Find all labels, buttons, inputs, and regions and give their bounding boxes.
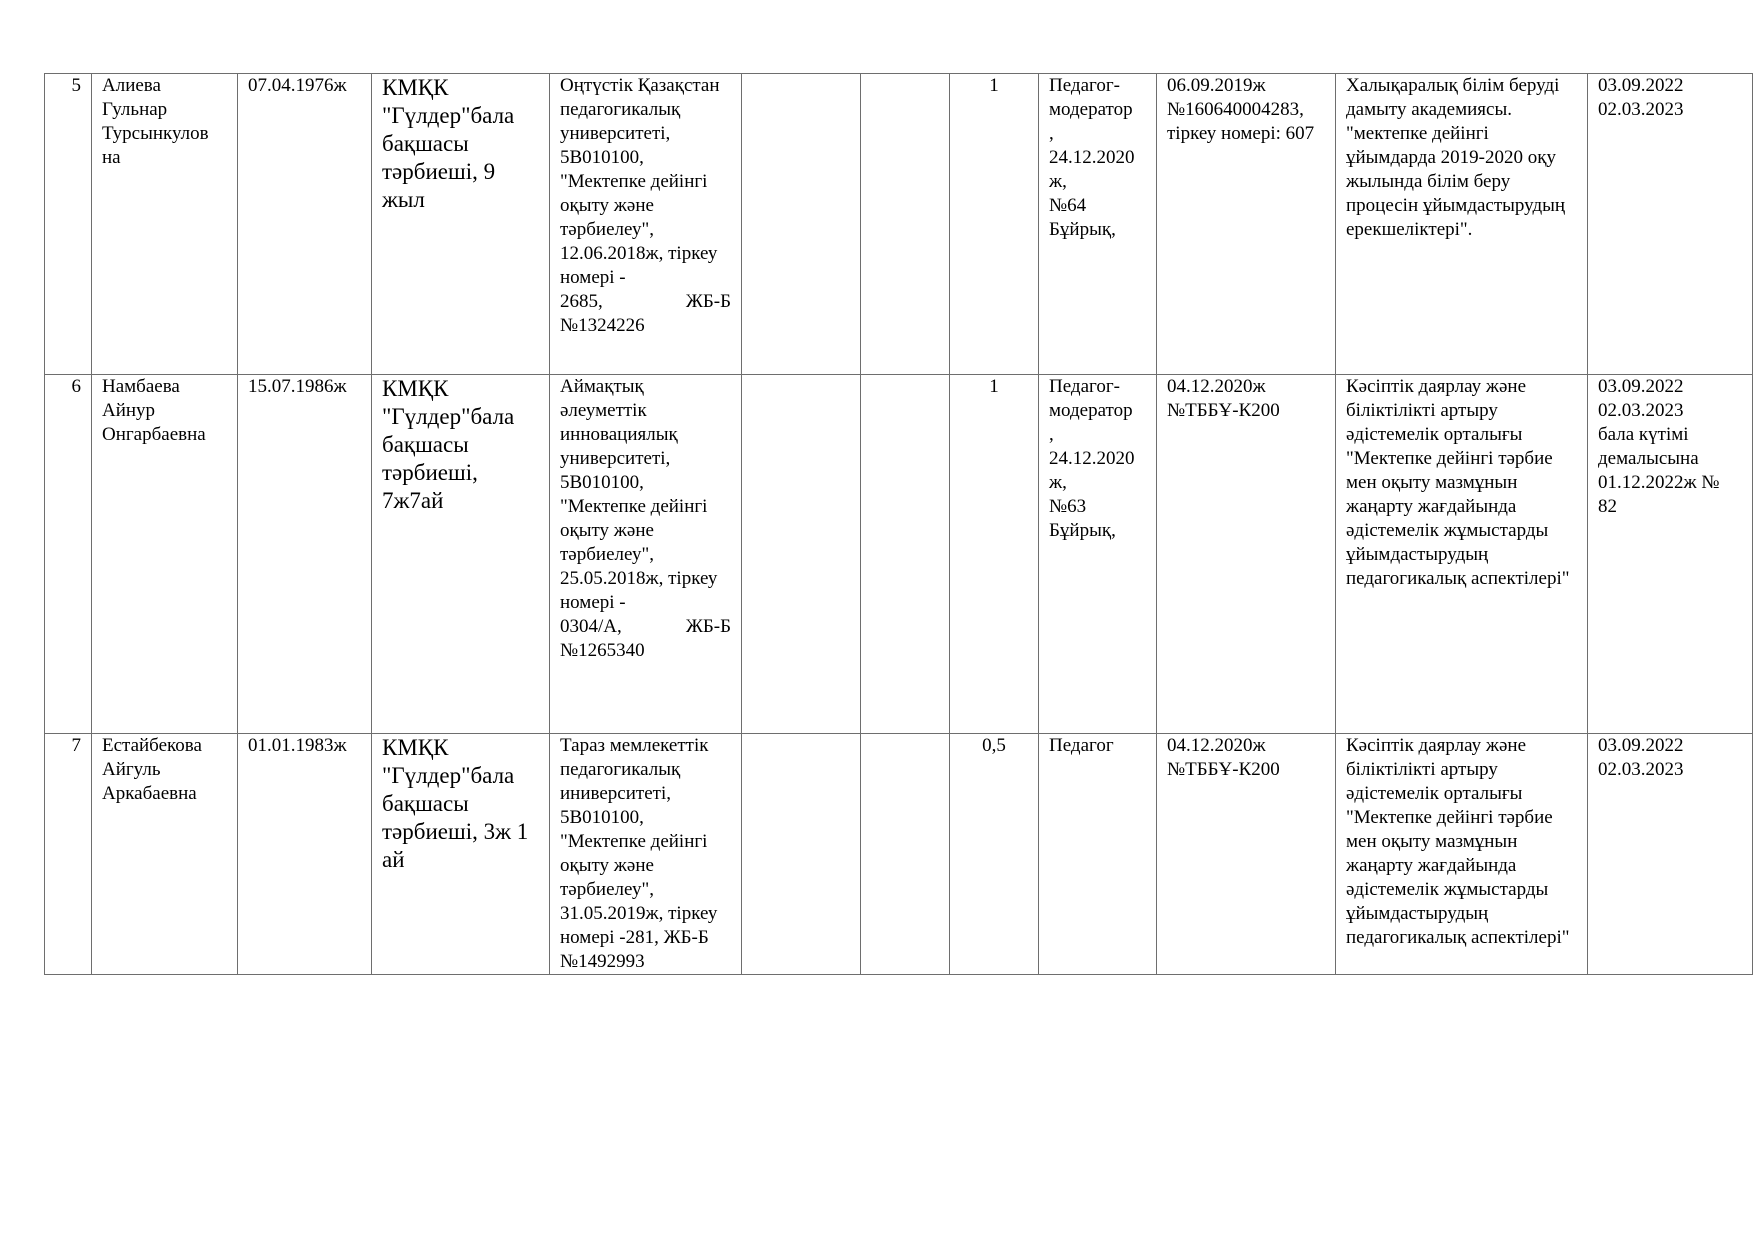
education-doc-left: 2685, [560,291,603,312]
employee-name: Естайбекова Айгуль Аркабаевна [92,734,238,975]
work-rate: 0,5 [950,734,1039,975]
dates: 03.09.2022 02.03.2023 [1588,74,1753,375]
certificate: 04.12.2020ж №ТББҰ-К200 [1157,375,1336,734]
education-doc-right: ЖБ-Б [685,291,731,312]
dates: 03.09.2022 02.03.2023 [1588,734,1753,975]
education-doc-line [560,615,731,639]
employee-name: Алиева Гульнар Турсынкулов на [92,74,238,375]
certificate: 06.09.2019ж №160640004283, тіркеу номері: 607 [1157,74,1336,375]
row-number: 7 [45,734,92,975]
empty-cell [742,734,861,975]
position-experience: КМҚК "Гүлдер"бала бақшасы тәрбиеші, 9 жыл [372,74,550,375]
education [550,74,742,375]
empty-cell [742,74,861,375]
qualification-category: Педагог-модератор , 24.12.2020 ж, №64 Бұйрық, [1039,74,1157,375]
position-experience: КМҚК "Гүлдер"бала бақшасы тәрбиеші, 3ж 1 ай [372,734,550,975]
qualification-category: Педагог [1039,734,1157,975]
education: Тараз мемлекеттік педагогикалық иниверситеті, 5В010100, "Мектепке дейінгі оқыту және тәрбиелеу", 31.05.2019ж, тіркеу номері -281, ЖБ-Б №1492993 [550,734,742,975]
education-text: Оңтүстік Қазақстан педагогикалық университеті, 5В010100, "Мектепке дейінгі оқыту және тәрбиелеу", 12.06.2018ж, тіркеу номері - [560,75,720,288]
table-row [45,74,1753,375]
course-info: Халықаралық білім беруді дамыту академиясы. "мектепке дейінгі ұйымдарда 2019-2020 оқу жылында білім беру процесін ұйымдастырудың ерекшеліктері". [1336,74,1588,375]
birth-date: 15.07.1986ж [238,375,372,734]
course-info: Кәсіптік даярлау және біліктілікті артыру әдістемелік орталығы "Мектепке дейінгі тәрбие мен оқыту мазмұнын жаңарту жағдайында әдістемелік жұмыстарды ұйымдастырудың педагогикалық аспектілері" [1336,375,1588,734]
row-number: 6 [45,375,92,734]
course-info: Кәсіптік даярлау және біліктілікті артыру әдістемелік орталығы "Мектепке дейінгі тәрбие мен оқыту мазмұнын жаңарту жағдайында әдістемелік жұмыстарды ұйымдастырудың педагогикалық аспектілері" [1336,734,1588,975]
empty-cell [861,734,950,975]
certificate: 04.12.2020ж №ТББҰ-К200 [1157,734,1336,975]
education-doc-left: 0304/А, [560,616,622,637]
position-experience: КМҚК "Гүлдер"бала бақшасы тәрбиеші, 7ж7ай [372,375,550,734]
table-row [45,375,1753,734]
dates: 03.09.2022 02.03.2023 бала күтімі демалысына 01.12.2022ж № 82 [1588,375,1753,734]
row-number: 5 [45,74,92,375]
birth-date: 01.01.1983ж [238,734,372,975]
education [550,375,742,734]
birth-date: 07.04.1976ж [238,74,372,375]
table-row [45,734,1753,975]
education-text: Аймақтық әлеуметтік инновациялық университеті, 5В010100, "Мектепке дейінгі оқыту және тәрбиелеу", 25.05.2018ж, тіркеу номері - [560,376,718,613]
education-doc-right: ЖБ-Б [685,616,731,637]
education-doc-number: №1265340 [560,640,645,661]
work-rate: 1 [950,375,1039,734]
qualification-category: Педагог-модератор , 24.12.2020 ж, №63 Бұйрық, [1039,375,1157,734]
staff-table [44,73,1753,975]
empty-cell [861,375,950,734]
education-doc-line [560,290,731,314]
empty-cell [861,74,950,375]
empty-cell [742,375,861,734]
education-doc-number: №1324226 [560,315,645,336]
work-rate: 1 [950,74,1039,375]
employee-name: Намбаева Айнур Онгарбаевна [92,375,238,734]
